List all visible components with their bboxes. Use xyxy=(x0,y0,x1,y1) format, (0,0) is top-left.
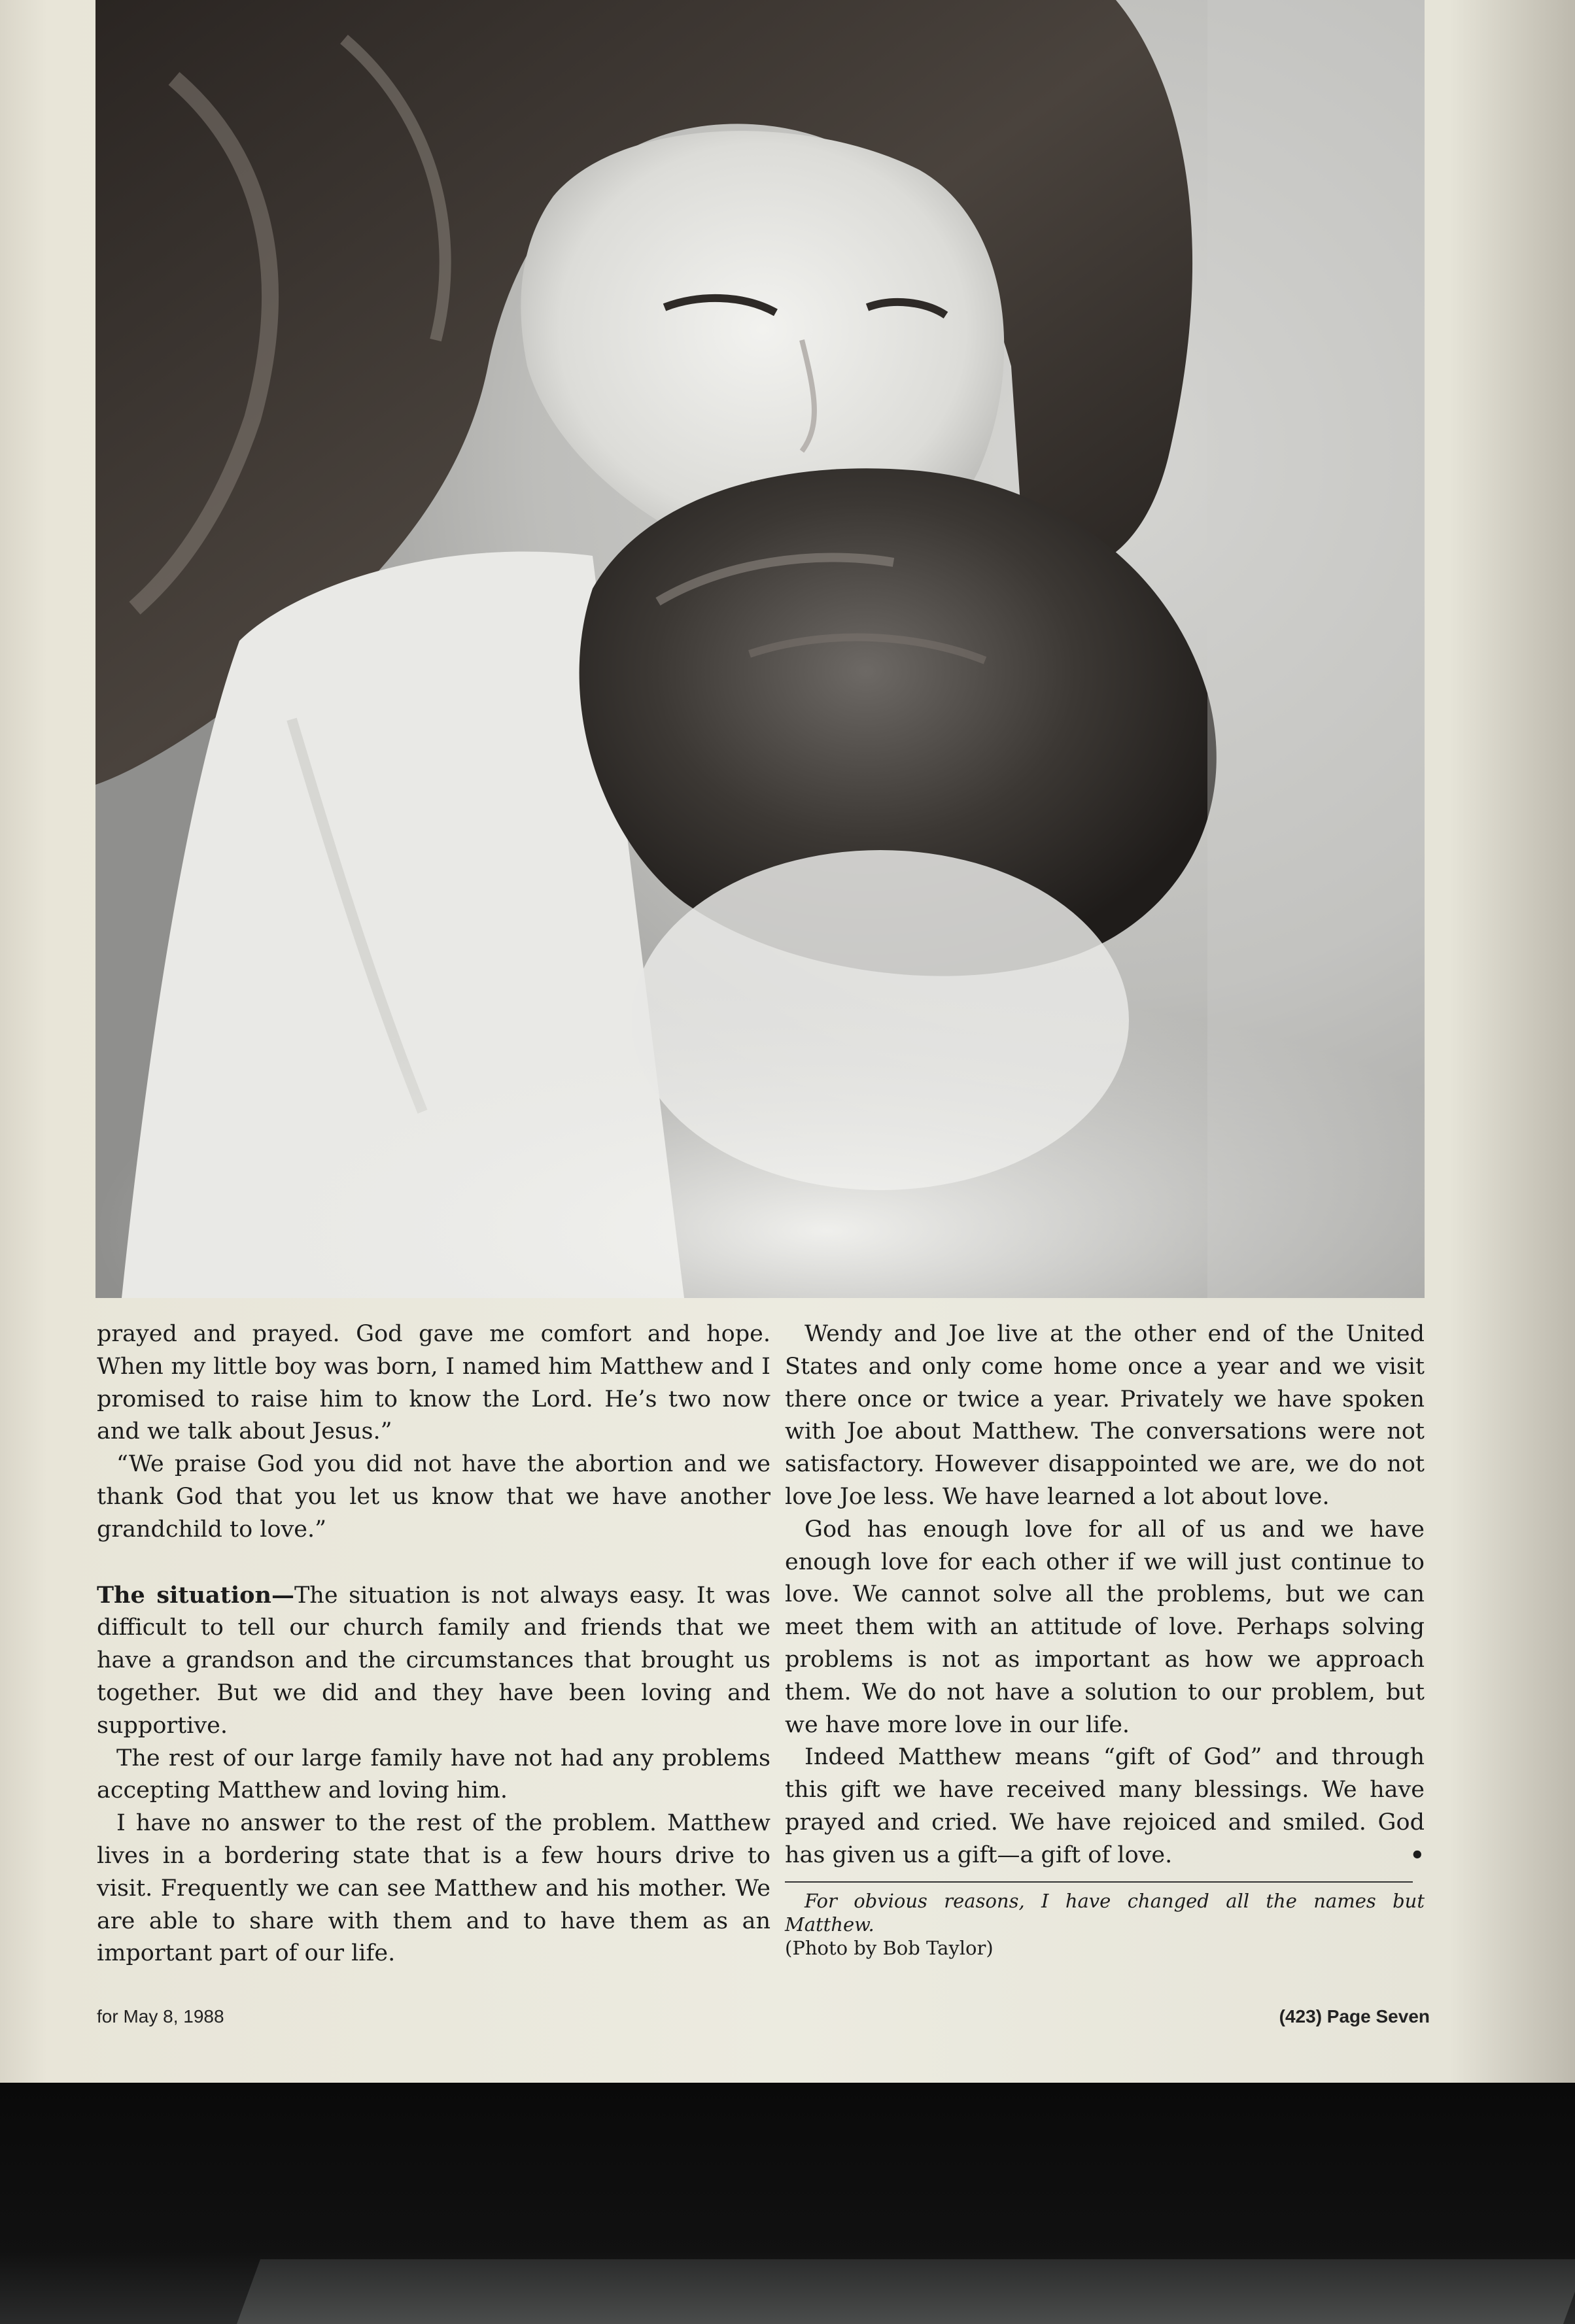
footer-page-number: (423) Page Seven xyxy=(1279,2006,1430,2026)
mother-child-photo xyxy=(95,0,1425,1298)
footnote-rule xyxy=(785,1881,1413,1883)
section-heading: The situation— xyxy=(97,1581,294,1609)
paragraph-8 xyxy=(785,1741,1425,1871)
paragraph-8-text: Indeed Matthew means “gift of God” and through this gift we have received many blessings. We have prayed and cried. We have rejoiced and smiled. God has given us a gift—a gift of love. xyxy=(785,1744,1425,1868)
paragraph-2: “We praise God you did not have the abortion and we thank God that you let us know that we have another grandchild to love.” xyxy=(97,1451,770,1543)
end-mark: • xyxy=(1410,1841,1425,1869)
left-column xyxy=(97,1318,770,1970)
paragraph-5: I have no answer to the rest of the problem. Matthew lives in a bordering state that is a few hours drive to visit. Frequently we can see Matthew and his mother. We are able to share with them and to have them as an important part of our life. xyxy=(97,1810,770,1967)
scan-background xyxy=(0,2083,1575,2324)
scan-surface xyxy=(237,2259,1575,2324)
right-column xyxy=(785,1318,1425,1960)
paragraph-7: God has enough love for all of us and we have enough love for each other if we will just continue to love. We cannot solve all the problems, but we can meet them with an attitude of love. Perhaps solving problems is not as important as how we approach them. We do not have a solution to our problem, but we have more love in our life. xyxy=(785,1516,1425,1738)
footnote: For obvious reasons, I have changed all the names but Matthew. xyxy=(785,1889,1425,1936)
paragraph-4: The rest of our large family have not had any problems accepting Matthew and loving him. xyxy=(97,1745,770,1804)
footer-date: for May 8, 1988 xyxy=(97,2006,224,2026)
paragraph-3 xyxy=(97,1579,770,1743)
paragraph-1: prayed and prayed. God gave me comfort and hope. When my little boy was born, I named him Matthew and I promised to raise him to know the Lord. He’s two now and we talk about Jesus.” xyxy=(97,1321,770,1445)
photo-credit: (Photo by Bob Taylor) xyxy=(785,1936,994,1959)
paragraph-6: Wendy and Joe live at the other end of the United States and only come home once a year and we visit there once or twice a year. Privately we have spoken with Joe about Matthew. The conversations were not satisfactory. However disappointed we are, we do not love Joe less. We have learned a lot about love. xyxy=(785,1321,1425,1510)
photo-illustration xyxy=(95,0,1425,1298)
paragraph-3-text: The situation is not always easy. It was difficult to tell our church family and friends that we have a grandson and the circumstances that brought us together. But we did and they have been loving and supportive. xyxy=(97,1582,770,1739)
